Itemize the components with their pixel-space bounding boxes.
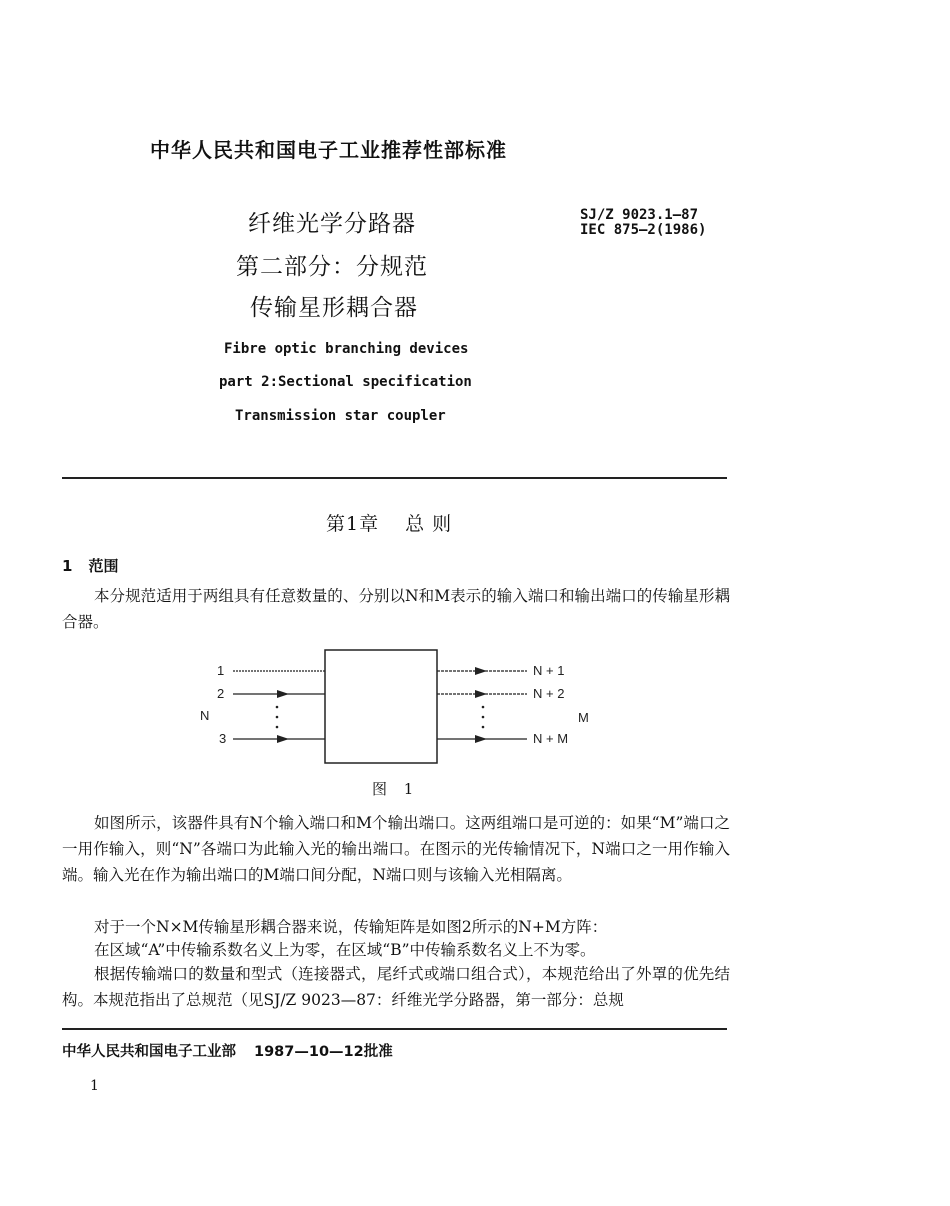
input-dot bbox=[276, 716, 279, 719]
input-dot bbox=[276, 726, 279, 729]
divider-top bbox=[62, 477, 727, 479]
output-label-3: N + M bbox=[533, 731, 569, 746]
section-number: 1 bbox=[62, 557, 73, 575]
title-en-line2: part 2:Sectional specification bbox=[219, 374, 472, 390]
input-label-2: 2 bbox=[217, 686, 225, 701]
standard-number-iec: IEC 875—2(1986) bbox=[580, 222, 707, 238]
title-cn-line1: 纤维光学分路器 bbox=[248, 211, 416, 237]
input-dot bbox=[276, 706, 279, 709]
paragraph-regions: 在区域“A”中传输系数名义上为零，在区域“B”中传输系数名义上不为零。 bbox=[94, 941, 596, 959]
paragraph-structure: 根据传输端口的数量和型式（连接器式，尾纤式或端口组合式），本规范给出了外罩的优先结构。本规范指出了总规范（见SJ/Z 9023—87：纤维光学分路器，第一部分：总规 bbox=[62, 965, 730, 1009]
paragraph-description: 如图所示，该器件具有N个输入端口和M个输出端口。这两组端口是可逆的：如果“M”端口之一用作输入，则“N”各端口为此输入光的输出端口。在图示的光传输情况下，N端口之一用作输入端。输入光在作为输出端口的M端口间分配，N端口则与该输入光相隔离。 bbox=[62, 814, 730, 884]
chapter-heading bbox=[326, 509, 452, 536]
figure-caption: 图 1 bbox=[372, 780, 420, 798]
title-en-line1: Fibre optic branching devices bbox=[224, 341, 469, 357]
input-arrow-2 bbox=[277, 690, 289, 698]
input-group-label: N bbox=[200, 708, 210, 723]
standard-number-sj: SJ/Z 9023.1—87 bbox=[580, 207, 699, 223]
page-number: 1 bbox=[90, 1078, 99, 1094]
coupler-box bbox=[325, 650, 437, 763]
section-title: 范围 bbox=[88, 557, 119, 575]
output-group-label: M bbox=[578, 710, 589, 725]
output-label-2: N + 2 bbox=[533, 686, 565, 701]
footer-approval bbox=[62, 1040, 393, 1061]
title-cn-line3: 传输星形耦合器 bbox=[250, 295, 418, 321]
title-cn-line2: 第二部分：分规范 bbox=[236, 254, 428, 280]
paragraph-matrix: 对于一个N×M传输星形耦合器来说，传输矩阵是如图2所示的N+M方阵： bbox=[94, 918, 608, 936]
output-dot bbox=[482, 716, 485, 719]
footer-date: 1987—10—12批准 bbox=[254, 1044, 393, 1060]
output-dot bbox=[482, 726, 485, 729]
divider-bottom bbox=[62, 1028, 727, 1030]
title-en-line3: Transmission star coupler bbox=[235, 408, 446, 424]
output-arrow-2 bbox=[475, 690, 487, 698]
section-heading bbox=[62, 555, 118, 576]
output-arrow-3 bbox=[475, 735, 487, 743]
output-dot bbox=[482, 706, 485, 709]
input-label-1: 1 bbox=[217, 663, 225, 678]
input-arrow-3 bbox=[277, 735, 289, 743]
footer-approver: 中华人民共和国电子工业部 bbox=[62, 1044, 236, 1060]
output-label-1: N + 1 bbox=[533, 663, 565, 678]
chapter-name: 总 则 bbox=[405, 513, 453, 535]
org-header-title: 中华人民共和国电子工业推荐性部标准 bbox=[150, 138, 507, 162]
output-arrow-1 bbox=[475, 667, 487, 675]
input-label-3: 3 bbox=[219, 731, 227, 746]
paragraph-scope: 本分规范适用于两组具有任意数量的、分别以N和M表示的输入端口和输出端口的传输星形耦合器。 bbox=[62, 587, 730, 631]
figure-1-diagram bbox=[195, 645, 595, 770]
chapter-number: 第1章 bbox=[326, 513, 380, 535]
